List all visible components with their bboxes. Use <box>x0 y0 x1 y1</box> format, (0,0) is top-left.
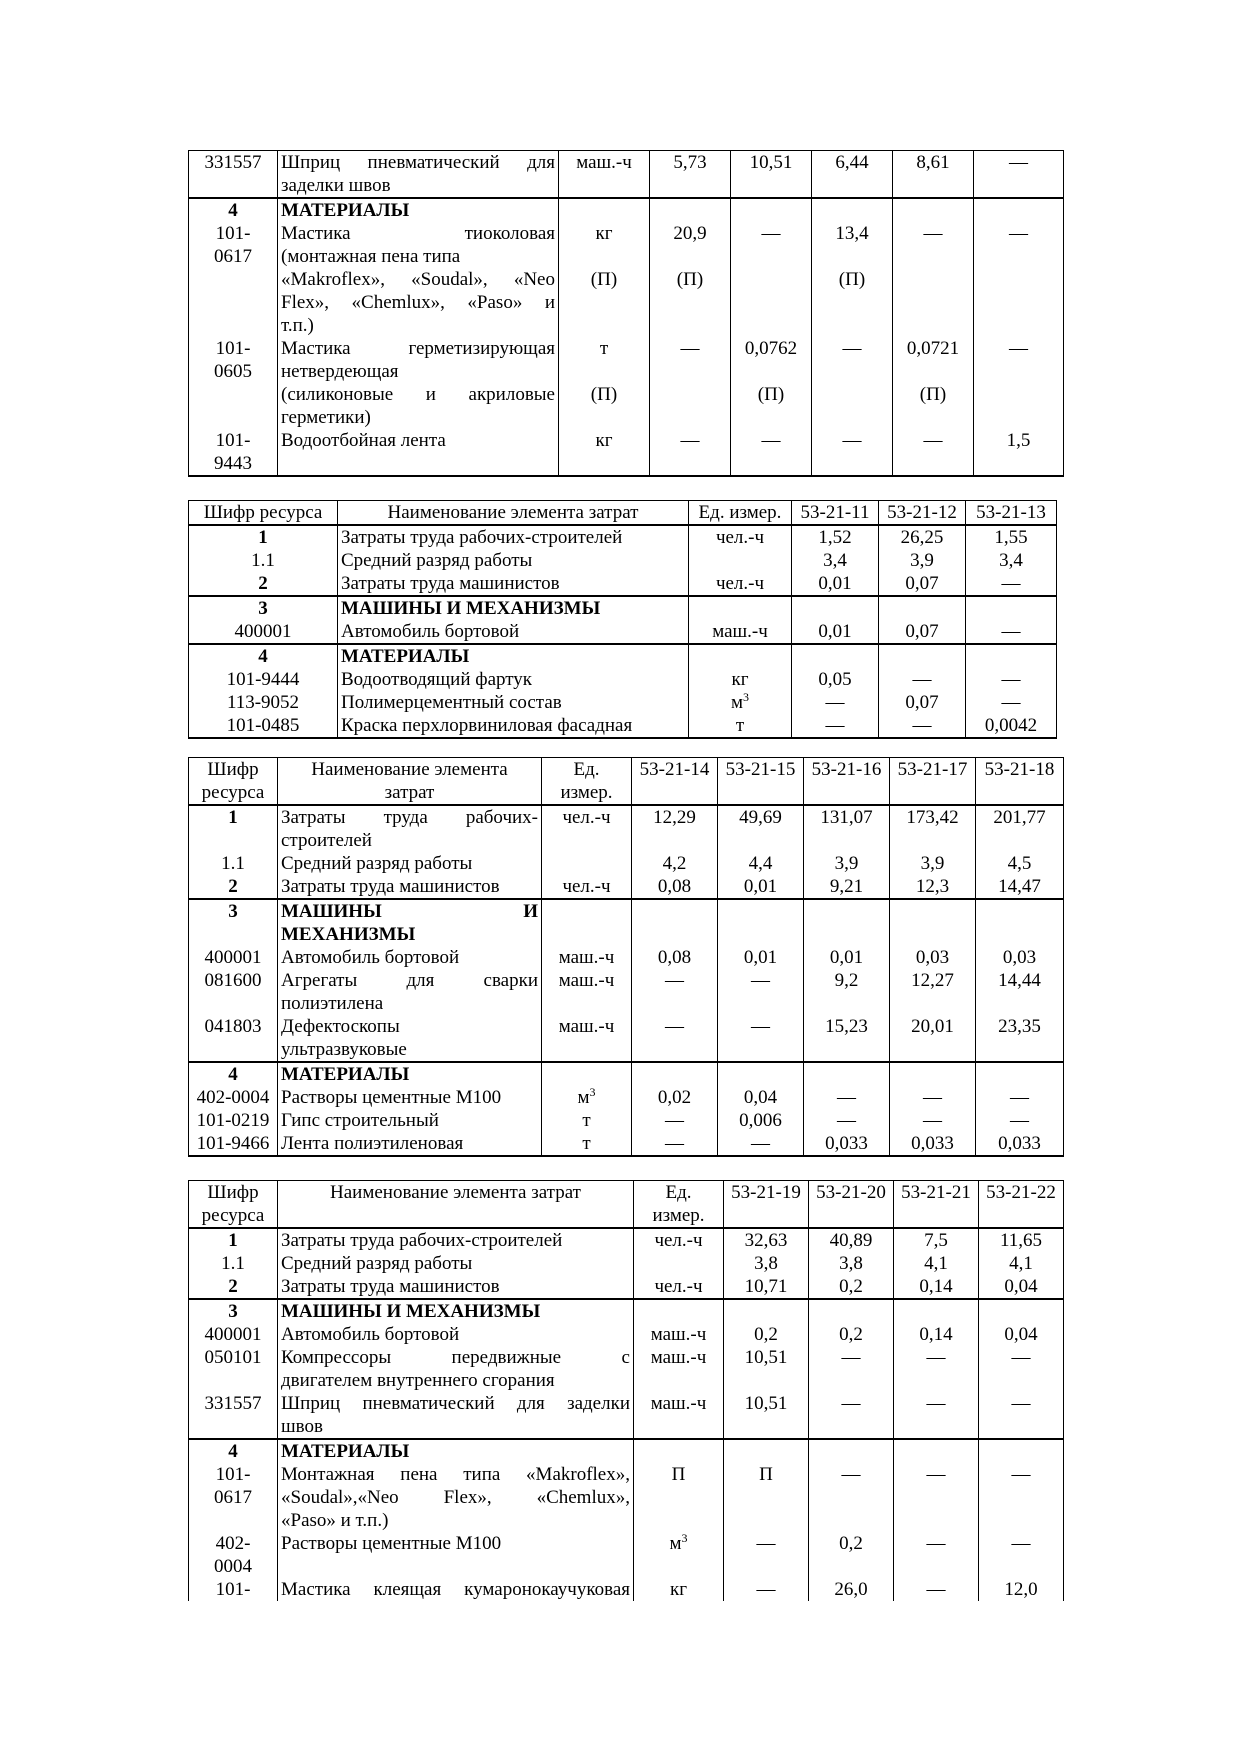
value: 0,07 <box>879 620 966 644</box>
value: 7,5 <box>894 1228 979 1252</box>
table-row <box>189 1275 1064 1299</box>
value: 20,01 <box>890 1015 976 1062</box>
value: 3,9 <box>804 852 890 875</box>
table-row <box>189 946 1064 969</box>
cost-element-name: Автомобиль бортовой <box>338 620 689 644</box>
value: — <box>632 1132 718 1156</box>
unit: чел.-ч <box>689 572 792 596</box>
cost-element-name: Шприц пневматический для заделки швов <box>278 1392 634 1439</box>
table-row <box>189 222 1064 337</box>
value: 0,04 <box>979 1323 1064 1346</box>
unit: т (П) <box>559 337 650 429</box>
header-code-53-21-12: 53-21-12 <box>879 501 966 526</box>
table-row <box>189 1392 1064 1439</box>
table-row <box>189 1109 1064 1132</box>
table-row <box>189 714 1057 738</box>
header-code-53-21-11: 53-21-11 <box>792 501 879 526</box>
value: 0,05 <box>792 668 879 691</box>
value: 26,0 <box>809 1578 894 1601</box>
value: 0,01 <box>792 572 879 596</box>
value: — <box>894 1463 979 1532</box>
value: 15,23 <box>804 1015 890 1062</box>
section-row <box>189 644 1057 668</box>
table-1 <box>188 150 1064 477</box>
unit <box>634 1252 724 1275</box>
section-number: 4 <box>189 1439 278 1463</box>
value: 0,03 <box>890 946 976 969</box>
value: 26,25 <box>879 525 966 549</box>
section-title: МАШИНЫ И МЕХАНИЗМЫ <box>278 899 542 946</box>
value: 0,14 <box>894 1323 979 1346</box>
resource-code: 101- 9443 <box>189 429 278 476</box>
header-resource-code: Шифр ресурса <box>189 501 338 526</box>
value: 0,01 <box>718 875 804 899</box>
resource-code: 1.1 <box>189 1252 278 1275</box>
header-code-53-21-14: 53-21-14 <box>632 758 718 806</box>
header-code-53-21-18: 53-21-18 <box>976 758 1064 806</box>
unit: кг <box>689 668 792 691</box>
value: 131,07 <box>804 805 890 852</box>
section-row <box>189 899 1064 946</box>
value: 14,44 <box>976 969 1064 1015</box>
table-row <box>189 1228 1064 1252</box>
unit: т <box>542 1132 632 1156</box>
value: — <box>974 151 1064 199</box>
value: 0,01 <box>792 620 879 644</box>
value: 20,9 (П) <box>650 222 731 337</box>
value: 3,4 <box>792 549 879 572</box>
table-row <box>189 1015 1064 1062</box>
unit: маш.-ч <box>634 1323 724 1346</box>
value: — <box>966 691 1057 714</box>
unit: чел.-ч <box>634 1275 724 1299</box>
value: 3,8 <box>809 1252 894 1275</box>
resource-code: 113-9052 <box>189 691 338 714</box>
value: 32,63 <box>724 1228 809 1252</box>
value: 0,03 <box>976 946 1064 969</box>
resource-code: 101- 0617 <box>189 222 278 337</box>
value: — <box>632 1109 718 1132</box>
value: 5,73 <box>650 151 731 199</box>
header-code-53-21-21: 53-21-21 <box>894 1181 979 1229</box>
resource-code: 101- 0605 <box>189 337 278 429</box>
header-cost-element: Наименование элемента затрат <box>278 758 542 806</box>
cost-element-name: Лента полиэтиленовая <box>278 1132 542 1156</box>
value: 0,01 <box>718 946 804 969</box>
unit: чел.-ч <box>542 875 632 899</box>
unit: маш.-ч <box>689 620 792 644</box>
value: — <box>894 1578 979 1601</box>
value: — <box>731 222 812 337</box>
value: — <box>974 222 1064 337</box>
value: 10,51 <box>731 151 812 199</box>
value: 11,65 <box>979 1228 1064 1252</box>
value: 4,5 <box>976 852 1064 875</box>
resource-code: 101- <box>189 1578 278 1601</box>
value: 0,033 <box>804 1132 890 1156</box>
value: — <box>894 1532 979 1578</box>
cost-element-name: Средний разряд работы <box>278 852 542 875</box>
unit: маш.-ч <box>634 1346 724 1392</box>
value: 1,5 <box>974 429 1064 476</box>
value: — <box>650 337 731 429</box>
value: — <box>890 1109 976 1132</box>
resource-code: 050101 <box>189 1346 278 1392</box>
unit: кг (П) <box>559 222 650 337</box>
value: 3,9 <box>890 852 976 875</box>
value: — <box>893 429 974 476</box>
unit: маш.-ч <box>559 151 650 199</box>
unit: чел.-ч <box>689 525 792 549</box>
value: 3,8 <box>724 1252 809 1275</box>
resource-code: 331557 <box>189 151 278 199</box>
value: 0,0762 (П) <box>731 337 812 429</box>
unit: П <box>634 1463 724 1532</box>
resource-code: 1.1 <box>189 852 278 875</box>
value: 12,29 <box>632 805 718 852</box>
resource-code: 101-9444 <box>189 668 338 691</box>
cost-element-name: Затраты труда машинистов <box>278 875 542 899</box>
value: 201,77 <box>976 805 1064 852</box>
value: 12,27 <box>890 969 976 1015</box>
cost-element-name: Затраты труда рабочих-строителей <box>338 525 689 549</box>
value: — <box>724 1532 809 1578</box>
value: 10,51 <box>724 1346 809 1392</box>
section-title: МАТЕРИАЛЫ <box>278 198 559 222</box>
table-row <box>189 1252 1064 1275</box>
value: — <box>792 714 879 738</box>
cost-element-name: Мастика клеящая кумаронокаучуковая <box>278 1578 634 1601</box>
section-row <box>189 1062 1064 1086</box>
table-row <box>189 572 1057 596</box>
cost-element-name: Полимерцементный состав <box>338 691 689 714</box>
value: 4,2 <box>632 852 718 875</box>
resource-code: 1 <box>189 805 278 852</box>
value: 23,35 <box>976 1015 1064 1062</box>
value: — <box>804 1086 890 1109</box>
section-title: МАТЕРИАЛЫ <box>278 1062 542 1086</box>
cost-element-name: Автомобиль бортовой <box>278 946 542 969</box>
unit: т <box>689 714 792 738</box>
value: 0,07 <box>879 572 966 596</box>
value: 4,4 <box>718 852 804 875</box>
value: — <box>890 1086 976 1109</box>
value: — <box>809 1346 894 1392</box>
header-code-53-21-16: 53-21-16 <box>804 758 890 806</box>
value: — <box>879 668 966 691</box>
value: 0,08 <box>632 875 718 899</box>
value: 1,52 <box>792 525 879 549</box>
value: 0,04 <box>979 1275 1064 1299</box>
unit: маш.-ч <box>634 1392 724 1439</box>
value: — <box>979 1463 1064 1532</box>
section-row <box>189 198 1064 222</box>
cost-element-name: Затраты труда рабочих- строителей <box>278 805 542 852</box>
section-row <box>189 596 1057 620</box>
cost-element-name: Автомобиль бортовой <box>278 1323 634 1346</box>
resource-code: 402- 0004 <box>189 1532 278 1578</box>
resource-code: 101-0485 <box>189 714 338 738</box>
value: 10,71 <box>724 1275 809 1299</box>
value: 8,61 <box>893 151 974 199</box>
table-row <box>189 1463 1064 1532</box>
value: 49,69 <box>718 805 804 852</box>
resource-code: 101- 0617 <box>189 1463 278 1532</box>
header-unit: Ед. измер. <box>689 501 792 526</box>
value: 1,55 <box>966 525 1057 549</box>
cost-element-name: Монтажная пена типа «Makroflex», «Soudal»,«Neo Flex», «Chemlux», «Paso» и т.п.) <box>278 1463 634 1532</box>
table-row <box>189 805 1064 852</box>
section-title: МАТЕРИАЛЫ <box>278 1439 634 1463</box>
cost-element-name: Затраты труда машинистов <box>338 572 689 596</box>
value: — <box>974 337 1064 429</box>
cost-element-name: Водоотбойная лента <box>278 429 559 476</box>
value: 3,9 <box>879 549 966 572</box>
value: — <box>718 1132 804 1156</box>
unit: кг <box>634 1578 724 1601</box>
table-row <box>189 620 1057 644</box>
cost-element-name: Краска перхлорвиниловая фасадная <box>338 714 689 738</box>
cost-element-name: Компрессоры передвижные с двигателем внутреннего сгорания <box>278 1346 634 1392</box>
section-number: 3 <box>189 596 338 620</box>
cost-element-name: Мастика герметизирующая нетвердеющая (силиконовые и акриловые герметики) <box>278 337 559 429</box>
value: — <box>804 1109 890 1132</box>
cost-element-name: Средний разряд работы <box>278 1252 634 1275</box>
resource-code: 041803 <box>189 1015 278 1062</box>
table-row <box>189 668 1057 691</box>
cost-element-name: Растворы цементные М100 <box>278 1086 542 1109</box>
cost-element-name: Водоотводящий фартук <box>338 668 689 691</box>
value: 0,033 <box>976 1132 1064 1156</box>
section-row <box>189 1439 1064 1463</box>
value: — <box>894 1346 979 1392</box>
value: 4,1 <box>894 1252 979 1275</box>
value: — <box>893 222 974 337</box>
value: П <box>724 1463 809 1532</box>
table-row <box>189 429 1064 476</box>
value: 0,02 <box>632 1086 718 1109</box>
header-code-53-21-22: 53-21-22 <box>979 1181 1064 1229</box>
value: — <box>809 1392 894 1439</box>
value: 173,42 <box>890 805 976 852</box>
value: 0,0721 (П) <box>893 337 974 429</box>
value: — <box>976 1109 1064 1132</box>
value: 3,4 <box>966 549 1057 572</box>
value: — <box>792 691 879 714</box>
value: 0,0042 <box>966 714 1057 738</box>
value: — <box>632 1015 718 1062</box>
table-header-row <box>189 501 1057 526</box>
table-row <box>189 151 1064 199</box>
value: 0,07 <box>879 691 966 714</box>
value: 0,006 <box>718 1109 804 1132</box>
value: — <box>812 337 893 429</box>
value: 0,01 <box>804 946 890 969</box>
cost-element-name: Средний разряд работы <box>338 549 689 572</box>
header-resource-code: Шифр ресурса <box>189 1181 278 1229</box>
value: — <box>966 572 1057 596</box>
value: 9,2 <box>804 969 890 1015</box>
resource-code: 2 <box>189 1275 278 1299</box>
unit: $м^3$ <box>542 1086 632 1109</box>
unit <box>542 852 632 875</box>
unit <box>689 549 792 572</box>
cost-element-name: Дефектоскопы ультразвуковые <box>278 1015 542 1062</box>
section-title: МАШИНЫ И МЕХАНИЗМЫ <box>338 596 689 620</box>
section-number: 3 <box>189 1299 278 1323</box>
resource-code: 101-9466 <box>189 1132 278 1156</box>
table-row <box>189 1132 1064 1156</box>
header-code-53-21-15: 53-21-15 <box>718 758 804 806</box>
value: — <box>812 429 893 476</box>
value: — <box>632 969 718 1015</box>
section-number: 3 <box>189 899 278 946</box>
header-resource-code: Шифр ресурса <box>189 758 278 806</box>
table-row <box>189 1532 1064 1578</box>
value: 12,0 <box>979 1578 1064 1601</box>
cost-element-name: Агрегаты для сварки полиэтилена <box>278 969 542 1015</box>
table-3 <box>188 757 1064 1157</box>
value: — <box>879 714 966 738</box>
table-row <box>189 1578 1064 1601</box>
value: 9,21 <box>804 875 890 899</box>
value: 0,14 <box>894 1275 979 1299</box>
cost-element-name: Затраты труда машинистов <box>278 1275 634 1299</box>
table-row <box>189 337 1064 429</box>
header-code-53-21-13: 53-21-13 <box>966 501 1057 526</box>
unit: кг <box>559 429 650 476</box>
resource-code: 400001 <box>189 620 338 644</box>
table-row <box>189 852 1064 875</box>
resource-code: 101-0219 <box>189 1109 278 1132</box>
value: — <box>718 969 804 1015</box>
resource-code: 2 <box>189 875 278 899</box>
header-unit: Ед. измер. <box>634 1181 724 1229</box>
value: 10,51 <box>724 1392 809 1439</box>
header-code-53-21-19: 53-21-19 <box>724 1181 809 1229</box>
value: — <box>731 429 812 476</box>
table-4 <box>188 1180 1064 1601</box>
header-cost-element: Наименование элемента затрат <box>338 501 689 526</box>
table-row <box>189 691 1057 714</box>
resource-code: 400001 <box>189 946 278 969</box>
section-number: 4 <box>189 644 338 668</box>
value: 12,3 <box>890 875 976 899</box>
unit: маш.-ч <box>542 969 632 1015</box>
cost-element-name: Затраты труда рабочих-строителей <box>278 1228 634 1252</box>
table-2 <box>188 500 1057 739</box>
unit: $м^3$ <box>689 691 792 714</box>
resource-code: 400001 <box>189 1323 278 1346</box>
table-header-row <box>189 1181 1064 1229</box>
value: 0,2 <box>809 1323 894 1346</box>
value: — <box>976 1086 1064 1109</box>
resource-code: 331557 <box>189 1392 278 1439</box>
section-title: МАТЕРИАЛЫ <box>338 644 689 668</box>
header-cost-element: Наименование элемента затрат <box>278 1181 634 1229</box>
table-row <box>189 1346 1064 1392</box>
unit: т <box>542 1109 632 1132</box>
table-row <box>189 1323 1064 1346</box>
unit: маш.-ч <box>542 946 632 969</box>
value: — <box>979 1346 1064 1392</box>
value: 40,89 <box>809 1228 894 1252</box>
unit: маш.-ч <box>542 1015 632 1062</box>
value: — <box>809 1463 894 1532</box>
value: 0,2 <box>809 1532 894 1578</box>
section-number: 4 <box>189 198 278 222</box>
cost-element-name: Мастика тиоколовая (монтажная пена типа «Makroflex», «Soudal», «Neo Flex», «Chemlux», «Paso» и т.п.) <box>278 222 559 337</box>
resource-code: 1 <box>189 525 338 549</box>
value: — <box>724 1578 809 1601</box>
value: — <box>966 668 1057 691</box>
value: — <box>650 429 731 476</box>
unit: $м^3$ <box>634 1532 724 1578</box>
value: 0,2 <box>724 1323 809 1346</box>
value: 0,033 <box>890 1132 976 1156</box>
value: — <box>966 620 1057 644</box>
header-unit: Ед. измер. <box>542 758 632 806</box>
table-row <box>189 525 1057 549</box>
unit: чел.-ч <box>542 805 632 852</box>
value: 0,04 <box>718 1086 804 1109</box>
header-code-53-21-20: 53-21-20 <box>809 1181 894 1229</box>
table-row <box>189 875 1064 899</box>
resource-code: 1.1 <box>189 549 338 572</box>
header-code-53-21-17: 53-21-17 <box>890 758 976 806</box>
resource-code: 1 <box>189 1228 278 1252</box>
unit: чел.-ч <box>634 1228 724 1252</box>
cost-element-name: Растворы цементные М100 <box>278 1532 634 1578</box>
value: — <box>894 1392 979 1439</box>
value: 14,47 <box>976 875 1064 899</box>
cost-element-name: Шприц пневматический для заделки швов <box>278 151 559 199</box>
value: 4,1 <box>979 1252 1064 1275</box>
resource-code: 2 <box>189 572 338 596</box>
value: 0,2 <box>809 1275 894 1299</box>
resource-code: 081600 <box>189 969 278 1015</box>
table-row <box>189 1086 1064 1109</box>
value: — <box>979 1392 1064 1439</box>
value: 6,44 <box>812 151 893 199</box>
section-title: МАШИНЫ И МЕХАНИЗМЫ <box>278 1299 634 1323</box>
value: — <box>979 1532 1064 1578</box>
resource-code: 402-0004 <box>189 1086 278 1109</box>
table-row <box>189 969 1064 1015</box>
table-header-row <box>189 758 1064 806</box>
value: 0,08 <box>632 946 718 969</box>
value: — <box>718 1015 804 1062</box>
cost-element-name: Гипс строительный <box>278 1109 542 1132</box>
table-row <box>189 549 1057 572</box>
section-number: 4 <box>189 1062 278 1086</box>
section-row <box>189 1299 1064 1323</box>
value: 13,4 (П) <box>812 222 893 337</box>
